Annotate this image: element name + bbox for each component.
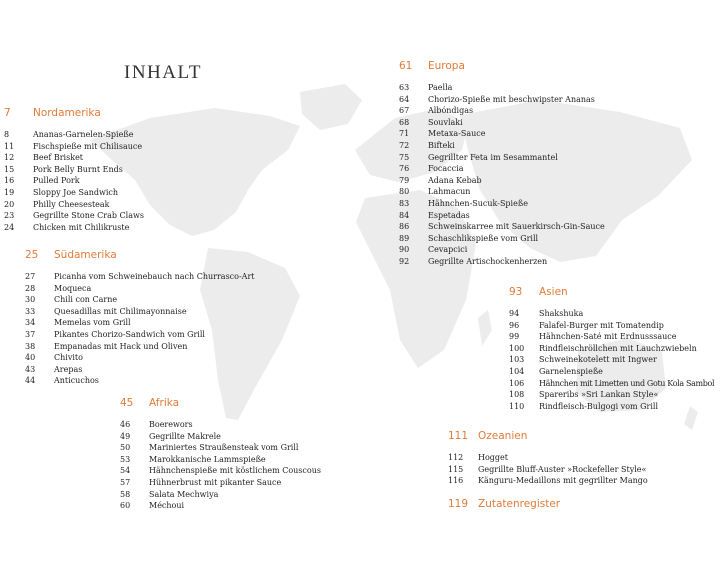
toc-entry <box>509 378 721 390</box>
entry-title: Schweinekotelett mit Ingwer <box>539 355 657 365</box>
entry-title: Shakshuka <box>539 309 584 318</box>
entry-title: Mariniertes Straußensteak vom Grill <box>149 443 299 453</box>
entry-title: Rindfleischröllchen mit Lauchzwiebeln <box>539 343 697 353</box>
section-header <box>448 498 648 520</box>
entry-page: 23 <box>4 211 15 221</box>
entry-title: Chivito <box>54 353 83 363</box>
entry-page: 99 <box>509 332 520 342</box>
entry-title: Anticuchos <box>54 376 99 386</box>
toc-entry <box>399 186 699 198</box>
section-header <box>509 286 721 308</box>
entry-page: 96 <box>509 320 520 330</box>
entry-title: Bifteki <box>428 140 455 150</box>
entry-title: Gegrillte Stone Crab Claws <box>33 211 144 221</box>
entry-page: 50 <box>120 443 131 453</box>
entry-page: 72 <box>399 140 410 150</box>
entry-page: 27 <box>25 272 36 281</box>
entry-page: 40 <box>25 353 36 363</box>
toc-entry <box>399 233 699 245</box>
section-page-number: 61 <box>399 60 413 72</box>
entry-title: Philly Cheesesteak <box>33 199 110 209</box>
section-page-number: 111 <box>448 430 469 442</box>
toc-entry <box>4 210 304 222</box>
toc-entry <box>25 352 325 364</box>
toc-entry <box>509 389 721 401</box>
entry-page: 86 <box>399 222 410 232</box>
entry-page: 76 <box>399 164 410 174</box>
toc-entry <box>4 152 304 164</box>
section-title: Afrika <box>149 397 180 409</box>
toc-entry <box>399 163 699 175</box>
section-afrika <box>120 397 380 512</box>
entry-page: 63 <box>399 83 410 92</box>
toc-entry <box>509 354 721 366</box>
section-header <box>4 107 304 129</box>
entry-page: 8 <box>4 130 10 139</box>
entry-page: 15 <box>4 164 15 174</box>
entry-title: Gegrillte Bluff-Auster »Rockefeller Style« <box>478 464 647 474</box>
toc-entry <box>399 152 699 164</box>
page-title: INHALT <box>124 62 202 83</box>
entry-page: 24 <box>4 222 15 232</box>
toc-entry <box>399 117 699 129</box>
entry-title: Marokkanische Lammspieße <box>149 454 266 464</box>
toc-entry <box>4 164 304 176</box>
section-europa <box>399 60 699 268</box>
toc-entry <box>509 308 721 320</box>
entry-title: Boerewors <box>149 420 193 429</box>
section-page-number: 7 <box>4 107 11 119</box>
toc-entry <box>399 198 699 210</box>
entry-title: Souvlaki <box>428 117 463 127</box>
toc-entry <box>4 199 304 211</box>
entry-title: Hähnchenspieße mit köstlichem Couscous <box>149 466 321 476</box>
section-header <box>25 249 325 271</box>
entry-page: 16 <box>4 176 15 186</box>
entry-page: 92 <box>399 256 410 266</box>
entry-page: 71 <box>399 129 410 139</box>
entry-title: Fischspieße mit Chilisauce <box>33 141 143 151</box>
entry-page: 46 <box>120 420 131 429</box>
entry-title: Arepas <box>54 364 83 374</box>
section-page-number: 25 <box>25 249 39 261</box>
entry-title: Cevapcici <box>428 245 468 255</box>
entry-title: Memelas vom Grill <box>54 318 131 328</box>
toc-entry <box>120 477 380 489</box>
toc-entry <box>399 221 699 233</box>
toc-entry <box>509 320 721 332</box>
toc-entry <box>25 306 325 318</box>
entry-page: 19 <box>4 187 15 197</box>
toc-entry <box>399 94 699 106</box>
entry-page: 28 <box>25 283 36 293</box>
entry-page: 53 <box>120 454 131 464</box>
greenland-shape <box>300 84 362 130</box>
section-nordamerika <box>4 107 304 233</box>
entry-page: 43 <box>25 364 36 374</box>
entry-title: Focaccia <box>428 164 464 174</box>
entry-page: 11 <box>4 141 15 151</box>
toc-entry <box>25 294 325 306</box>
entry-page: 60 <box>120 501 131 511</box>
toc-entry <box>509 366 721 378</box>
entry-title: Paella <box>428 83 453 92</box>
toc-entry <box>120 442 380 454</box>
entry-page: 44 <box>25 376 36 386</box>
entry-title: Albóndigas <box>428 106 474 116</box>
toc-entry <box>448 452 708 464</box>
entry-page: 83 <box>399 198 410 208</box>
entry-page: 38 <box>25 341 36 351</box>
entry-title: Chili con Carne <box>54 295 118 305</box>
entry-page: 34 <box>25 318 36 328</box>
toc-entry <box>25 341 325 353</box>
entry-title: Hähnchen mit Limetten und Gotu Kola Sambol <box>539 378 715 388</box>
toc-entry <box>120 465 380 477</box>
entry-title: Hähnchen-Saté mit Erdnusssauce <box>539 332 677 342</box>
toc-entry <box>399 210 699 222</box>
entry-title: Gegrillte Artischockenherzen <box>428 256 548 266</box>
entry-title: Pikantes Chorizo-Sandwich vom Grill <box>54 329 205 339</box>
entry-page: 89 <box>399 233 410 243</box>
section-header <box>120 397 380 419</box>
entry-page: 100 <box>509 343 525 353</box>
entry-title: Lahmacun <box>428 187 471 197</box>
toc-entry <box>25 283 325 295</box>
entry-title: Gegrillte Makrele <box>149 431 221 441</box>
entry-page: 103 <box>509 355 525 365</box>
toc-entry <box>448 475 708 487</box>
entry-page: 37 <box>25 329 36 339</box>
entry-title: Adana Kebab <box>428 175 482 185</box>
entry-title: Pork Belly Burnt Ends <box>33 164 123 174</box>
entry-title: Chorizo-Spieße mit beschwipster Ananas <box>428 94 595 104</box>
section-page-number: 119 <box>448 498 469 510</box>
entry-title: Pulled Pork <box>33 176 80 186</box>
entry-title: Rindfleisch-Bulgogi vom Grill <box>539 401 659 411</box>
entry-title: Gegrillter Feta im Sesammantel <box>428 152 558 162</box>
section-suedamerika <box>25 249 325 387</box>
toc-entry <box>399 175 699 187</box>
entry-page: 106 <box>509 378 525 388</box>
section-page-number: 93 <box>509 286 523 298</box>
entry-page: 33 <box>25 306 36 316</box>
entry-page: 68 <box>399 117 410 127</box>
entry-page: 67 <box>399 106 410 116</box>
entry-page: 94 <box>509 309 520 318</box>
entry-page: 80 <box>399 187 410 197</box>
entry-title: Méchoui <box>149 501 185 511</box>
entry-title: Moqueca <box>54 283 92 293</box>
toc-entry <box>25 329 325 341</box>
entry-title: Känguru-Medaillons mit gegrillter Mango <box>478 476 648 486</box>
section-header <box>448 430 708 452</box>
section-title: Nordamerika <box>33 107 101 119</box>
toc-entry <box>399 128 699 140</box>
entry-page: 30 <box>25 295 36 305</box>
entry-title: Schaschlikspieße vom Grill <box>428 233 539 243</box>
toc-entry <box>399 140 699 152</box>
entry-title: Garnelenspieße <box>539 366 603 376</box>
toc-entry <box>4 129 304 141</box>
entry-page: 64 <box>399 94 410 104</box>
toc-entry <box>25 271 325 283</box>
entry-title: Spareribs »Sri Lankan Style« <box>539 390 659 400</box>
entry-page: 57 <box>120 477 131 487</box>
entry-page: 54 <box>120 466 131 476</box>
toc-entry <box>399 256 699 268</box>
section-ozeanien <box>448 430 708 487</box>
section-zutatenregister <box>448 498 648 520</box>
toc-entry <box>448 464 708 476</box>
toc-entry <box>120 431 380 443</box>
entry-title: Hühnerbrust mit pikanter Sauce <box>149 477 282 487</box>
entry-page: 115 <box>448 464 464 474</box>
toc-entry <box>4 175 304 187</box>
toc-entry <box>120 419 380 431</box>
toc-entry <box>120 500 380 512</box>
entry-page: 79 <box>399 175 410 185</box>
section-title: Europa <box>428 60 465 72</box>
toc-entry <box>4 187 304 199</box>
entry-page: 49 <box>120 431 131 441</box>
toc-entry <box>25 375 325 387</box>
entry-page: 12 <box>4 153 15 163</box>
toc-entry <box>120 489 380 501</box>
entry-title: Hogget <box>478 453 508 462</box>
toc-entry <box>25 364 325 376</box>
toc-entry <box>4 141 304 153</box>
entry-page: 58 <box>120 489 131 499</box>
section-page-number: 45 <box>120 397 134 409</box>
toc-entry <box>399 82 699 94</box>
section-asien <box>509 286 721 412</box>
toc-entry <box>25 317 325 329</box>
entry-title: Empanadas mit Hack und Oliven <box>54 341 188 351</box>
entry-page: 104 <box>509 366 525 376</box>
entry-title: Sloppy Joe Sandwich <box>33 187 119 197</box>
entry-title: Salata Mechwiya <box>149 489 219 499</box>
entry-page: 110 <box>509 401 525 411</box>
entry-page: 20 <box>4 199 15 209</box>
entry-title: Espetadas <box>428 210 470 220</box>
entry-title: Falafel-Burger mit Tomatendip <box>539 320 664 330</box>
entry-page: 112 <box>448 453 464 462</box>
section-title: Ozeanien <box>478 430 528 442</box>
toc-entry <box>4 222 304 234</box>
entry-page: 90 <box>399 245 410 255</box>
section-title: Zutatenregister <box>478 498 561 510</box>
entry-page: 75 <box>399 152 410 162</box>
entry-title: Ananas-Garnelen-Spieße <box>33 130 134 139</box>
madagascar-shape <box>478 310 492 346</box>
entry-title: Beef Brisket <box>33 153 84 163</box>
section-title: Südamerika <box>54 249 117 261</box>
entry-title: Quesadillas mit Chilimayonnaise <box>54 306 187 316</box>
toc-entry <box>509 401 721 413</box>
entry-page: 108 <box>509 390 525 400</box>
entry-title: Picanha vom Schweinebauch nach Churrasco-Art <box>54 272 255 281</box>
toc-entry <box>399 105 699 117</box>
toc-entry <box>399 244 699 256</box>
entry-title: Schweinskarree mit Sauerkirsch-Gin-Sauce <box>428 222 605 232</box>
toc-entry <box>120 454 380 466</box>
entry-title: Hähnchen-Sucuk-Spieße <box>428 198 528 208</box>
section-title: Asien <box>539 286 568 298</box>
entry-page: 84 <box>399 210 410 220</box>
toc-entry <box>509 331 721 343</box>
toc-entry <box>509 343 721 355</box>
section-header <box>399 60 699 82</box>
entry-page: 116 <box>448 476 464 486</box>
entry-title: Metaxa-Sauce <box>428 129 486 139</box>
entry-title: Chicken mit Chilikruste <box>33 222 130 232</box>
